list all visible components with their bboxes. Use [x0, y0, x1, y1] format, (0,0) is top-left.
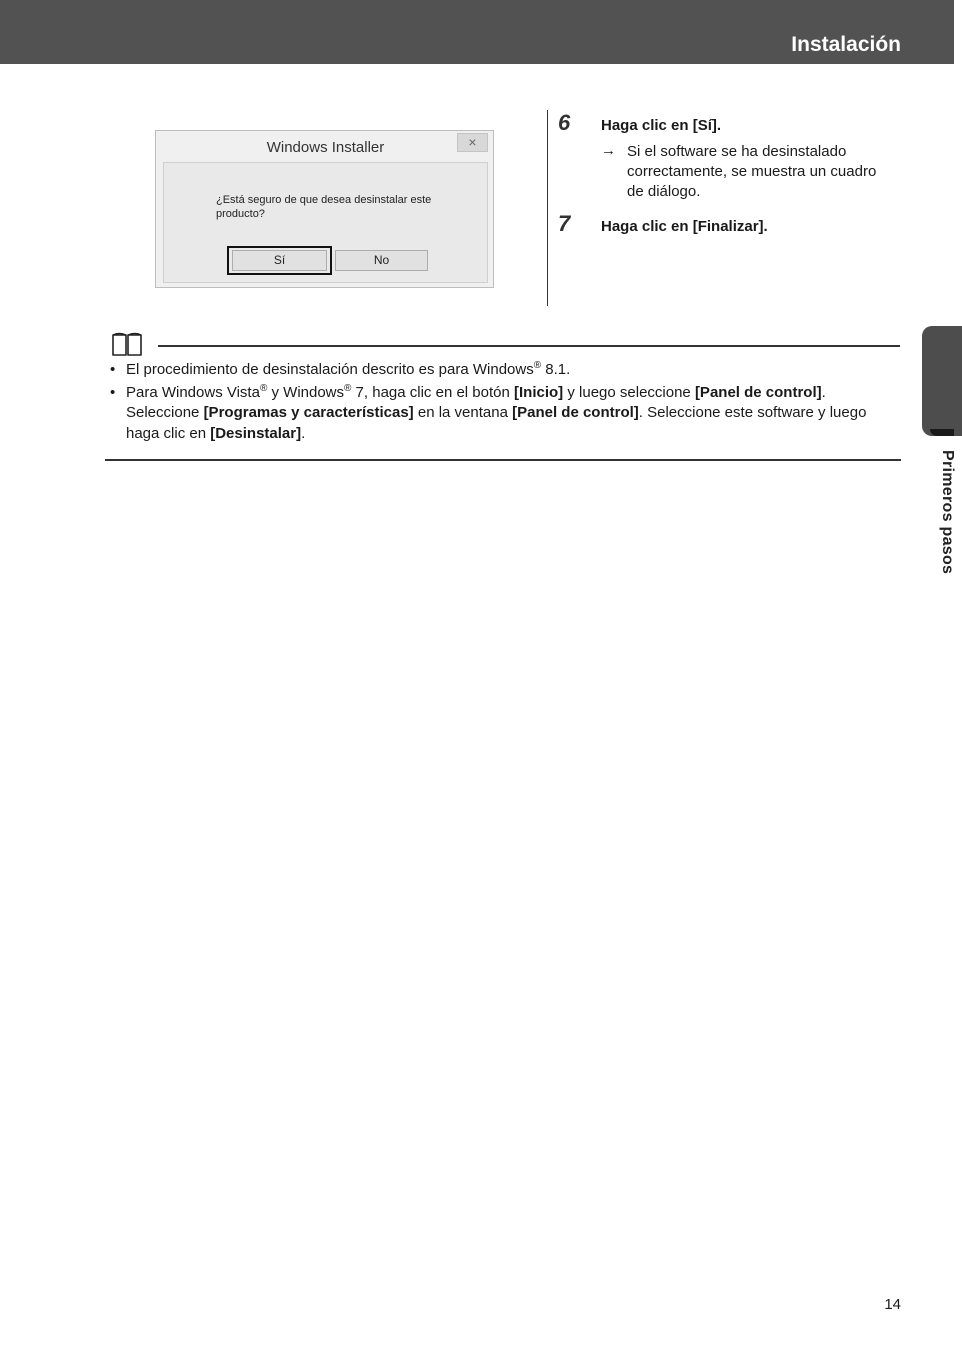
dialog-panel	[163, 162, 488, 283]
desinstalar-label: [Desinstalar]	[210, 424, 302, 442]
page-number: 14	[884, 1296, 901, 1313]
note-text: .	[301, 424, 306, 442]
note-text: y luego seleccione	[563, 383, 695, 401]
note-text: 8.1.	[541, 361, 571, 378]
note-text: en la ventana	[413, 404, 513, 421]
page-title: Instalación	[791, 33, 901, 56]
step-6-title: Haga clic en [Sí].	[601, 117, 722, 134]
note-text: . Seleccione	[126, 383, 826, 421]
step-number-6: 6	[558, 110, 571, 135]
note-text: 7, haga clic en el botón	[351, 383, 515, 401]
registered-mark: ®	[533, 360, 542, 371]
note-bottom-rule	[105, 459, 901, 461]
inicio-label: [Inicio]	[514, 383, 564, 401]
step-divider	[547, 110, 548, 306]
step-7-title: Haga clic en [Finalizar].	[601, 218, 768, 235]
book-icon	[111, 331, 143, 362]
note-text: Para Windows Vista	[126, 383, 260, 401]
no-button[interactable]: No	[335, 250, 428, 271]
list-item	[110, 360, 900, 381]
panel-de-control-window-label: [Panel de control]	[512, 404, 639, 421]
arrow-icon: →	[601, 142, 616, 159]
list-item	[110, 383, 900, 445]
bullet: •	[110, 361, 116, 378]
panel-de-control-label: [Panel de control]	[694, 383, 822, 401]
windows-installer-dialog	[155, 130, 494, 288]
note-text: y Windows	[267, 383, 345, 401]
registered-mark: ®	[259, 382, 268, 394]
note-text: . Seleccione este software y luego haga clic en	[126, 404, 867, 442]
step-number-7: 7	[558, 211, 571, 236]
dialog-message: ¿Está seguro de que desea desinstalar este producto?	[216, 194, 432, 220]
dialog-title: Windows Installer	[266, 139, 385, 156]
programas-label: [Programas y características]	[203, 404, 414, 421]
note-text: El procedimiento de desinstalación descrito es para Windows	[126, 361, 534, 378]
step-6-result: Si el software se ha desinstalado correctamente, se muestra un cuadro de diálogo.	[627, 143, 877, 200]
side-tab	[922, 326, 962, 436]
registered-mark: ®	[344, 382, 352, 394]
close-button[interactable]: ×	[457, 133, 488, 152]
note-list	[110, 360, 900, 446]
yes-button[interactable]: Sí	[232, 250, 327, 271]
bullet: •	[110, 383, 116, 401]
note-top-rule	[158, 345, 900, 347]
side-tab-underline	[930, 429, 954, 436]
section-label: Primeros pasos	[939, 450, 956, 575]
